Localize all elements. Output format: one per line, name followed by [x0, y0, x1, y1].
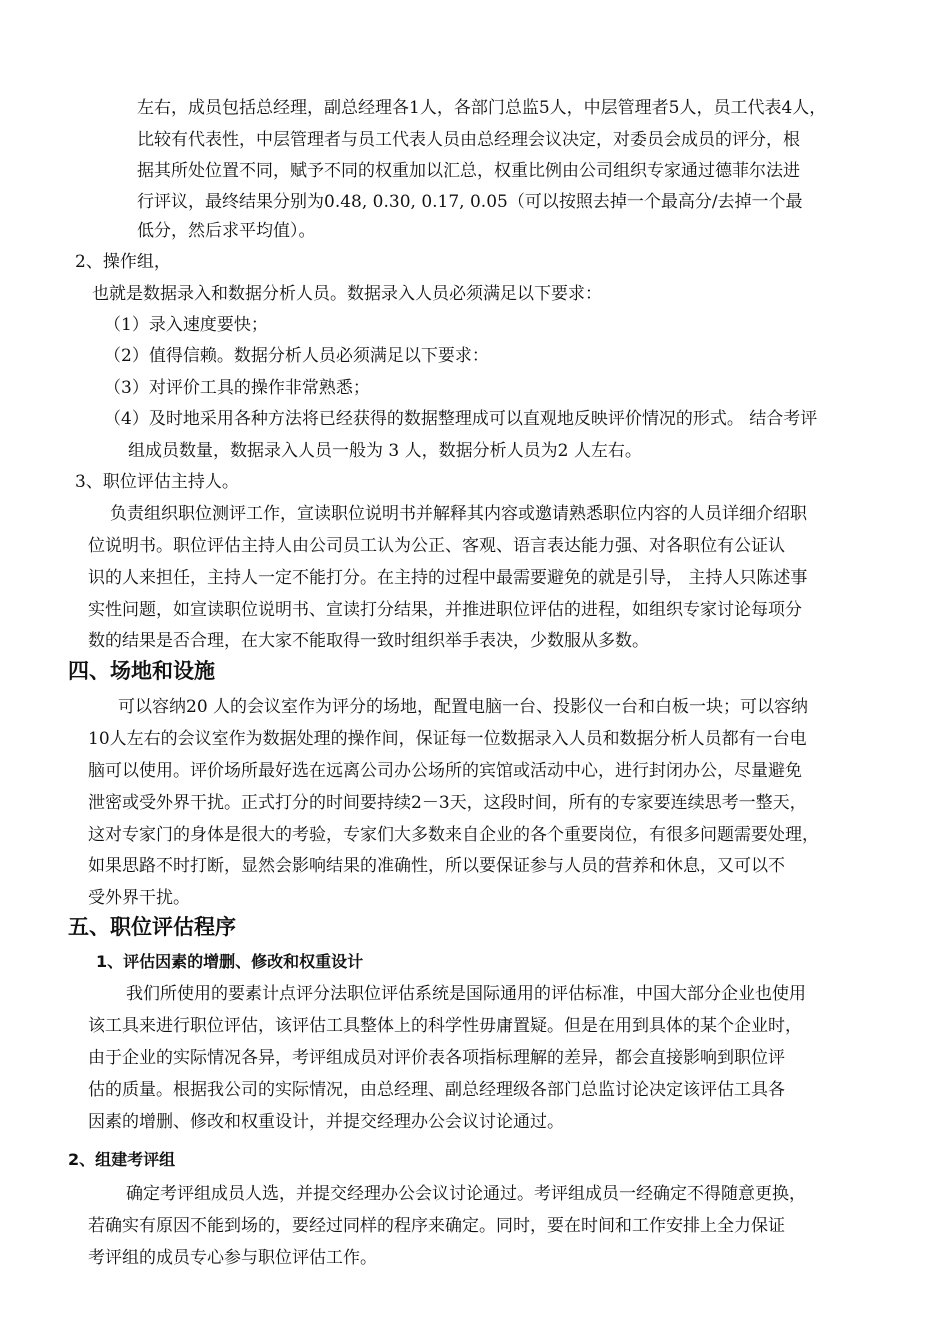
paragraph-line: 负责组织职位测评工作，宣读职位说明书并解释其内容或邀请熟悉职位内容的人员详细介绍职	[110, 504, 807, 524]
list-item: （3）对评价工具的操作非常熟悉；	[104, 378, 370, 398]
paragraph-line: 实性问题，如宣读职位说明书、宣读打分结果，并推进职位评估的进程，如组织专家讨论每项分	[88, 600, 802, 620]
paragraph-line: 行评议，最终结果分别为0.48, 0.30, 0.17, 0.05（可以按照去掉一个最高分/去掉一个最	[137, 192, 803, 212]
paragraph-line: 可以容纳20 人的会议室作为评分的场地，配置电脑一台、投影仪一台和白板一块；可以容纳	[118, 697, 809, 717]
paragraph-line: 位说明书。职位评估主持人由公司员工认为公正、客观、语言表达能力强、对各职位有公证认	[88, 536, 785, 556]
list-item-continuation: 组成员数量，数据录入人员一般为 3 人，数据分析人员为2 人左右。	[128, 441, 642, 461]
paragraph-line: 若确实有原因不能到场的，要经过同样的程序来确定。同时，要在时间和工作安排上全力保证	[88, 1216, 785, 1236]
paragraph-line: 泄密或受外界干扰。正式打分的时间要持续2－3天，这段时间，所有的专家要连续思考一整天，	[88, 793, 807, 813]
paragraph-line: 比较有代表性，中层管理者与员工代表人员由总经理会议决定，对委员会成员的评分，根	[137, 130, 800, 150]
section-heading: 四、场地和设施	[68, 659, 215, 683]
paragraph-line: 因素的增删、修改和权重设计，并提交经理办公会议讨论通过。	[88, 1112, 564, 1132]
paragraph-line: 这对专家门的身体是很大的考验，专家们大多数来自企业的各个重要岗位，有很多问题需要处理，	[88, 825, 819, 845]
item-title: 3、职位评估主持人。	[75, 472, 239, 492]
paragraph-line: 数的结果是否合理，在大家不能取得一致时组织举手表决，少数服从多数。	[88, 631, 649, 651]
paragraph-line: 据其所处位置不同，赋予不同的权重加以汇总，权重比例由公司组织专家通过德菲尔法进	[137, 161, 800, 181]
paragraph-line: 我们所使用的要素计点评分法职位评估系统是国际通用的评估标准，中国大部分企业也使用	[126, 984, 806, 1004]
paragraph-line: 也就是数据录入和数据分析人员。数据录入人员必须满足以下要求：	[92, 284, 602, 304]
list-item: （2）值得信赖。数据分析人员必须满足以下要求：	[104, 346, 489, 366]
paragraph-line: 受外界干扰。	[88, 888, 190, 908]
subsection-heading: 1、评估因素的增删、修改和权重设计	[96, 952, 364, 971]
paragraph-line: 由于企业的实际情况各异，考评组成员对评价表各项指标理解的差异，都会直接影响到职位评	[88, 1048, 785, 1068]
paragraph-line: 识的人来担任，主持人一定不能打分。在主持的过程中最需要避免的就是引导， 主持人只陈述事	[88, 568, 808, 588]
item-title: 2、操作组，	[75, 252, 171, 272]
paragraph-line: 脑可以使用。评价场所最好选在远离公司办公场所的宾馆或活动中心，进行封闭办公，尽量避免	[88, 761, 802, 781]
paragraph-line: 10人左右的会议室作为数据处理的操作间，保证每一位数据录入人员和数据分析人员都有一台电	[88, 729, 807, 749]
paragraph-line: 该工具来进行职位评估，该评估工具整体上的科学性毋庸置疑。但是在用到具体的某个企业时，	[88, 1016, 802, 1036]
list-item: （4）及时地采用各种方法将已经获得的数据整理成可以直观地反映评价情况的形式。 结合考评	[104, 409, 818, 429]
paragraph-line: 估的质量。根据我公司的实际情况，由总经理、副总经理级各部门总监讨论决定该评估工具各	[88, 1080, 785, 1100]
paragraph-line: 左右，成员包括总经理，副总经理各1人，各部门总监5人，中层管理者5人，员工代表4人，	[137, 98, 827, 118]
paragraph-line: 如果思路不时打断，显然会影响结果的准确性，所以要保证参与人员的营养和休息，又可以不	[88, 856, 785, 876]
paragraph-line: 低分，然后求平均值）。	[137, 221, 316, 241]
paragraph-line: 考评组的成员专心参与职位评估工作。	[88, 1248, 377, 1268]
subsection-heading: 2、组建考评组	[68, 1150, 176, 1169]
paragraph-line: 确定考评组成员人选，并提交经理办公会议讨论通过。考评组成员一经确定不得随意更换，	[126, 1184, 806, 1204]
list-item: （1）录入速度要快；	[104, 315, 268, 335]
section-heading: 五、职位评估程序	[68, 915, 236, 939]
